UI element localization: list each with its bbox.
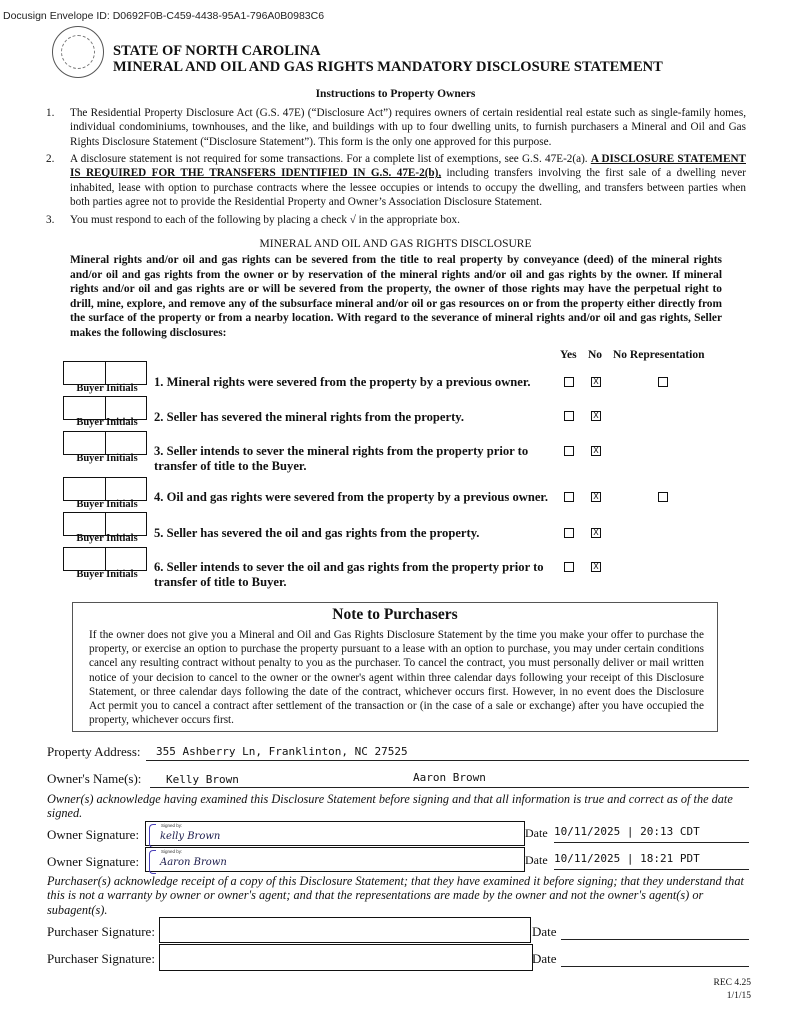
owner-name-2-field[interactable]: Aaron Brown xyxy=(413,771,486,784)
docusign-envelope-id: Docusign Envelope ID: D0692F0B-C459-4438-95A1-796A0B0983C6 xyxy=(3,10,325,22)
instruction-item-2: 2. A disclosure statement is not required for some transactions. For a complete list of exemptions, see G.S. 47E-2(a). A DISCLOSURE STATEMENT IS REQUIRED FOR THE TRANSFERS IDENTIFIED IN G.S. 47E-2(b), including transfers involving the first sale of a dwelling never inhabited, lease with option to purchase contracts where the lessee occupies or intends to occupy the dwelling, and transfers between parties when both parties agree not to provide the Residential Property and Owner’s Association Disclosure Statement. xyxy=(46,153,746,208)
date-underline xyxy=(554,869,749,870)
form-code: REC 4.25 xyxy=(713,978,751,988)
q3-yes-checkbox[interactable] xyxy=(564,446,574,456)
instruction-item-1: 1. The Residential Property Disclosure Act (G.S. 47E) (“Disclosure Act”) requires owners of certain residential real estate such as single-family homes, individual condominiums, townhouses, and the like, and buildings with up to four dwelling units, to furnish purchasers a Mineral and Oil and Gas Rights Disclosure Statement (“Disclosure Statement”). This form is the only one approved for this purpose. xyxy=(46,107,746,148)
buyer-initials-label: Buyer Initials xyxy=(76,499,138,510)
column-no: No xyxy=(588,349,603,361)
column-no-representation: No Representation xyxy=(613,349,705,361)
q6-no-checkbox[interactable]: X xyxy=(591,562,601,572)
q1-no-representation-checkbox[interactable] xyxy=(658,377,668,387)
owner-names-underline xyxy=(150,787,749,788)
owner-acknowledgement: Owner(s) acknowledge having examined this Disclosure Statement before signing and that all information is true and correct as of the date signed. xyxy=(47,792,733,821)
date-label: Date xyxy=(532,951,557,966)
instruction-item-3: 3. You must respond to each of the following by placing a check √ in the appropriate box. xyxy=(46,214,460,226)
owner-1-signature: kelly Brown xyxy=(160,831,221,842)
date-label: Date xyxy=(525,853,548,867)
question-5: 5. Seller has severed the oil and gas rights from the property. xyxy=(154,526,480,540)
q3-no-checkbox[interactable]: X xyxy=(591,446,601,456)
disclosure-body: Mineral rights and/or oil and gas rights can be severed from the title to real property by conveyance (deed) of the mineral rights and/or oil and gas rights from the owner or by reservation of the mineral rights and/or oil and gas rights by the owner. If mineral rights and/or oil and gas rights are or will be severed from the property, the owner of those rights may have the perpetual right to drill, mine, explore, and remove any of the subsurface mineral and/or oil or gas resources on or from the property either directly from the surface of the property or from a nearby location. With regard to the severance of mineral rights and/or oil and gas rights, Seller makes the following disclosures: xyxy=(70,254,722,339)
property-address-field[interactable]: 355 Ashberry Ln, Franklinton, NC 27525 xyxy=(156,745,408,758)
property-address-label: Property Address: xyxy=(47,744,141,759)
form-title-state: STATE OF NORTH CAROLINA xyxy=(113,43,321,59)
question-6: 6. Seller intends to sever the oil and gas rights from the property prior to transfer of title to Buyer. xyxy=(154,560,544,589)
purchaser-acknowledgement: Purchaser(s) acknowledge receipt of a copy of this Disclosure Statement; that they have examined it before signing; that they understand that this is not a warranty by owner or owner's agent; and that the representations are made by the owner and not the owner's agent(s) or subagent(s). xyxy=(47,874,744,917)
disclosure-heading: MINERAL AND OIL AND GAS RIGHTS DISCLOSURE xyxy=(259,238,532,250)
instructions-heading: Instructions to Property Owners xyxy=(315,88,476,100)
buyer-initials-label: Buyer Initials xyxy=(76,417,138,428)
column-yes: Yes xyxy=(560,349,577,361)
q6-yes-checkbox[interactable] xyxy=(564,562,574,572)
owner-name-1-field[interactable]: Kelly Brown xyxy=(166,773,239,786)
property-address-underline xyxy=(146,760,749,761)
q4-yes-checkbox[interactable] xyxy=(564,492,574,502)
date-label: Date xyxy=(525,826,548,840)
buyer-initials-field[interactable] xyxy=(63,431,147,455)
docusign-bracket-icon xyxy=(149,824,156,848)
purchaser-signature-label: Purchaser Signature: xyxy=(47,951,155,966)
purchaser-2-date-field[interactable] xyxy=(561,966,749,967)
buyer-initials-label: Buyer Initials xyxy=(76,569,138,580)
date-label: Date xyxy=(532,924,557,939)
question-2: 2. Seller has severed the mineral rights from the property. xyxy=(154,410,465,424)
buyer-initials-field[interactable] xyxy=(63,477,147,501)
statute-reference: A DISCLOSURE STATEMENT IS REQUIRED FOR THE TRANSFERS IDENTIFIED IN G.S. 47E-2(b), xyxy=(70,153,746,180)
purchaser-signature-1-field[interactable] xyxy=(159,917,531,943)
docusign-bracket-icon xyxy=(149,850,156,874)
owner-signature-label: Owner Signature: xyxy=(47,854,140,869)
question-4: 4. Oil and gas rights were severed from the property by a previous owner. xyxy=(154,490,549,504)
owner-names-label: Owner's Name(s): xyxy=(47,771,142,786)
purchaser-signature-2-field[interactable] xyxy=(159,944,533,971)
q5-yes-checkbox[interactable] xyxy=(564,528,574,538)
date-underline xyxy=(554,842,749,843)
purchaser-1-date-field[interactable] xyxy=(561,939,749,940)
q5-no-checkbox[interactable]: X xyxy=(591,528,601,538)
buyer-initials-label: Buyer Initials xyxy=(76,533,138,544)
question-3: 3. Seller intends to sever the mineral rights from the property prior to transfer of title to the Buyer. xyxy=(154,444,529,473)
q2-no-checkbox[interactable]: X xyxy=(591,411,601,421)
q4-no-checkbox[interactable]: X xyxy=(591,492,601,502)
q4-no-representation-checkbox[interactable] xyxy=(658,492,668,502)
signed-by-label: Signed by: xyxy=(161,849,183,854)
buyer-initials-label: Buyer Initials xyxy=(76,453,138,464)
note-title: Note to Purchasers xyxy=(332,606,458,623)
purchaser-signature-label: Purchaser Signature: xyxy=(47,924,155,939)
owner-signature-label: Owner Signature: xyxy=(47,827,140,842)
owner-1-date-field[interactable]: 10/11/2025 | 20:13 CDT xyxy=(554,825,700,838)
signed-by-label: Signed by: xyxy=(161,823,183,828)
buyer-initials-label: Buyer Initials xyxy=(76,383,138,394)
owner-2-date-field[interactable]: 10/11/2025 | 18:21 PDT xyxy=(554,852,700,865)
q2-yes-checkbox[interactable] xyxy=(564,411,574,421)
owner-2-signature: Aaron Brown xyxy=(160,857,227,868)
question-1: 1. Mineral rights were severed from the property by a previous owner. xyxy=(154,375,531,389)
buyer-initials-field[interactable] xyxy=(63,547,147,571)
note-body: If the owner does not give you a Mineral and Oil and Gas Rights Disclosure Statement by the time you make your offer to purchase the property, or exercise an option to purchase the property pursuant to a lease with an option to purchase, you may under certain conditions cancel any resulting contract without penalty to you as the purchaser. To cancel the contract, you must personally deliver or mail written notice of your decision to cancel to the owner or the owner's agent within three calendar days following your receipt of this Disclosure Statement, or three calendar days following the date of the contract, whichever occurs first. However, in no event does the Disclosure Act permit you to cancel a contract after settlement of the transaction or (in the case of a sale or exchange) after you have occupied the property, whichever occurs first. xyxy=(89,629,704,727)
form-title: MINERAL AND OIL AND GAS RIGHTS MANDATORY DISCLOSURE STATEMENT xyxy=(113,59,663,75)
q1-no-checkbox[interactable]: X xyxy=(591,377,601,387)
q1-yes-checkbox[interactable] xyxy=(564,377,574,387)
buyer-initials-field[interactable] xyxy=(63,361,147,385)
state-seal-icon xyxy=(52,26,104,78)
form-revision-date: 1/1/15 xyxy=(726,991,751,1001)
